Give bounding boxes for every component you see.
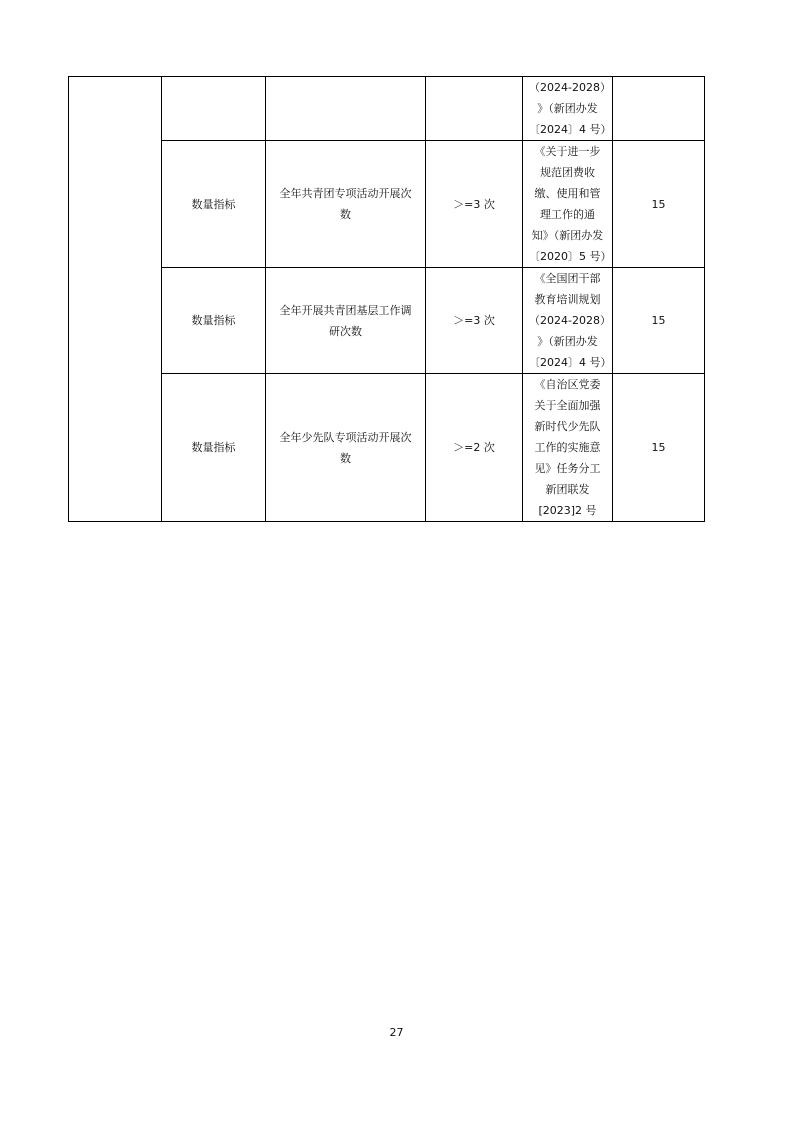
score-cell	[613, 77, 705, 141]
page-number: 27	[389, 1026, 404, 1039]
target-cell: ＞=3 次	[426, 268, 523, 374]
basis-line: 规范团费收	[540, 166, 595, 179]
basis-line: 〔2024〕4 号）	[529, 123, 612, 136]
table-row	[69, 374, 705, 522]
basis-line: [2023]2 号	[538, 504, 597, 517]
category-cell: 数量指标	[162, 374, 266, 522]
basis-line: 知》（新团办发	[531, 229, 604, 242]
table-row	[69, 141, 705, 268]
basis-line: 〔2024〕4 号）	[529, 356, 612, 369]
basis-cell	[523, 141, 613, 268]
metric-cell	[266, 268, 426, 374]
metric-line: 全年开展共青团基层工作调	[279, 303, 412, 317]
metric-cell	[266, 141, 426, 268]
basis-line: 工作的实施意	[534, 441, 601, 454]
basis-line: 见》任务分工	[534, 462, 601, 475]
table-row	[69, 268, 705, 374]
basis-line: （2024-2028）	[529, 314, 611, 327]
basis-line: 新团联发	[545, 483, 590, 496]
category-cell: 数量指标	[162, 268, 266, 374]
metric-line: 数	[340, 208, 351, 221]
metric-line: 数	[340, 451, 351, 465]
basis-line: 《全国团干部	[534, 272, 601, 285]
score-cell: 15	[613, 141, 705, 268]
metric-line: 研次数	[329, 324, 362, 338]
score-cell: 15	[613, 374, 705, 522]
category-cell	[162, 77, 266, 141]
basis-line: 理工作的通	[540, 208, 595, 221]
basis-line: 〔2020〕5 号）	[529, 250, 612, 263]
target-cell: ＞=2 次	[426, 374, 523, 522]
category-cell: 数量指标	[162, 141, 266, 268]
basis-line: 教育培训规划	[534, 293, 601, 306]
target-cell: ＞=3 次	[426, 141, 523, 268]
merged-left-cell	[69, 77, 162, 522]
table-row	[69, 77, 705, 141]
score-cell: 15	[613, 268, 705, 374]
basis-cell	[523, 268, 613, 374]
basis-line: 关于全面加强	[534, 399, 601, 412]
target-cell	[426, 77, 523, 141]
basis-cell	[523, 77, 613, 141]
basis-line: 》（新团办发	[537, 335, 598, 348]
basis-line: （2024-2028）	[529, 81, 611, 94]
basis-line: 新时代少先队	[534, 420, 601, 433]
metric-cell	[266, 77, 426, 141]
basis-line: 》（新团办发	[537, 102, 598, 115]
performance-indicator-table	[68, 76, 705, 522]
basis-line: 《关于进一步	[534, 145, 601, 158]
basis-line: 《自治区党委	[534, 378, 601, 391]
basis-cell	[523, 374, 613, 522]
metric-cell	[266, 374, 426, 522]
metric-line: 全年共青团专项活动开展次	[279, 187, 412, 200]
basis-line: 缴、使用和管	[534, 187, 601, 200]
metric-line: 全年少先队专项活动开展次	[279, 430, 412, 444]
